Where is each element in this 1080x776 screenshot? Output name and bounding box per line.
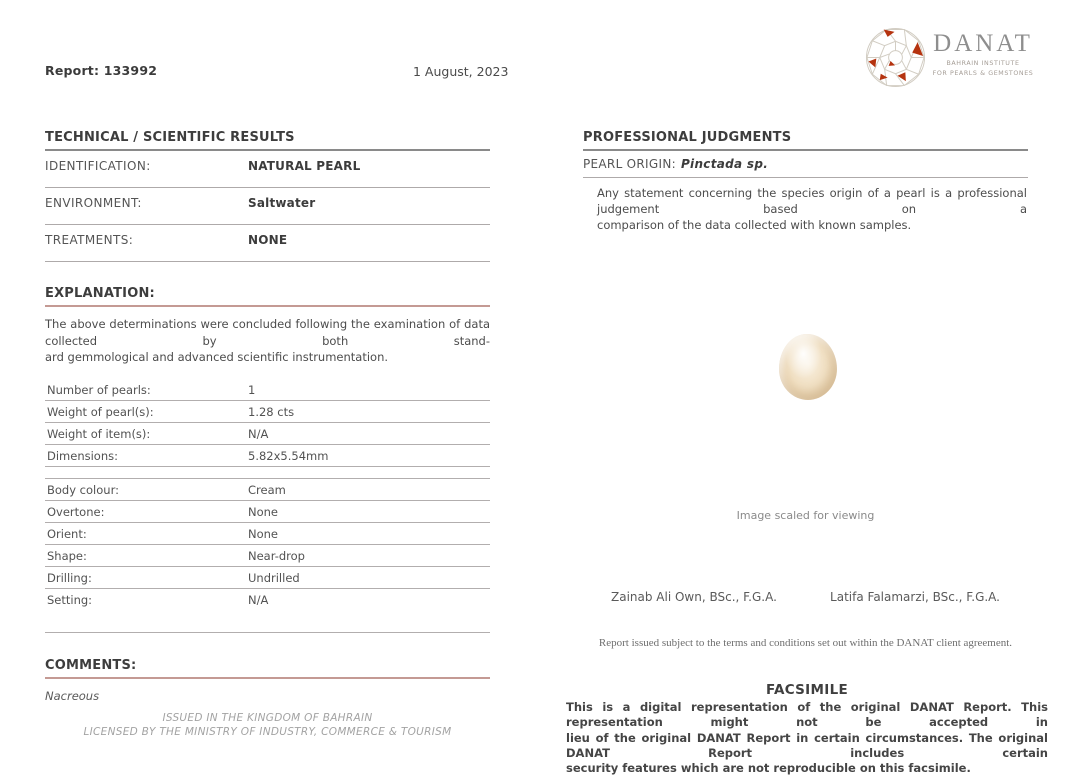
technical-results-column (45, 130, 490, 703)
comments-body: Nacreous (45, 689, 100, 704)
footer-line1: ISSUED IN THE KINGDOM OF BAHRAIN (162, 712, 373, 724)
image-scaled-caption: Image scaled for viewing (736, 509, 875, 522)
report-number: Report: 133992 (45, 63, 158, 78)
table-row (45, 567, 490, 589)
row-value: NONE (248, 233, 288, 247)
row-label: Drilling: (47, 571, 92, 586)
pearl-origin-value: Pinctada sp. (680, 157, 769, 171)
table-row (45, 589, 490, 633)
facsimile-line: This is a digital representation of the original DANAT Report. This representation might not be accepted in (566, 700, 1048, 730)
table-row (45, 151, 490, 188)
row-label: Setting: (47, 593, 93, 608)
row-label: IDENTIFICATION: (45, 159, 151, 173)
table-row (45, 423, 490, 445)
row-value: 5.82x5.54mm (248, 449, 329, 464)
signatures-row (583, 590, 1028, 604)
row-value: Near-drop (248, 549, 305, 564)
facsimile-line: security features which are not reproducible on this facsimile. (566, 761, 971, 776)
terms-line: Report issued subject to the terms and conditions set out within the DANAT client agreement. (598, 637, 1013, 649)
danat-logo-text (930, 31, 1036, 79)
row-label: Number of pearls: (47, 383, 151, 398)
row-label: Overtone: (47, 505, 105, 520)
row-label: Body colour: (47, 483, 119, 498)
signatory-name: Latifa Falamarzi, BSc., F.G.A. (830, 590, 1000, 604)
row-value: N/A (248, 593, 269, 608)
danat-wordmark: DANAT (933, 30, 1033, 57)
danat-subtitle-line1: BAHRAIN INSTITUTE (946, 60, 1020, 67)
footer-line2: LICENSED BY THE MINISTRY OF INDUSTRY, COMMERCE & TOURISM (83, 726, 452, 739)
row-value: Undrilled (248, 571, 300, 586)
explanation-paragraph (45, 316, 490, 366)
explanation-line: The above determinations were concluded following the examination of data collected by both stand- (45, 317, 490, 348)
facsimile-title: FACSIMILE (765, 682, 848, 698)
table-row (45, 225, 490, 262)
explanation-title: EXPLANATION: (45, 286, 490, 307)
table-row (45, 379, 490, 401)
facsimile-block (566, 682, 1048, 776)
danat-gem-logo-icon (864, 26, 927, 89)
table-row (45, 501, 490, 523)
pearl-origin-label: PEARL ORIGIN: (583, 157, 676, 171)
professional-judgments-column (583, 130, 1028, 233)
issuer-footer (45, 711, 490, 740)
technical-results-title: TECHNICAL / SCIENTIFIC RESULTS (45, 130, 490, 151)
pearl-origin-row (583, 151, 1028, 178)
table-row (45, 523, 490, 545)
row-label: Orient: (47, 527, 87, 542)
row-label: Shape: (47, 549, 87, 564)
row-label: ENVIRONMENT: (45, 196, 142, 210)
row-value: 1 (248, 383, 256, 398)
table-row (45, 188, 490, 225)
explanation-line: ard gemmological and advanced scientific instrumentation. (45, 350, 389, 365)
row-value: None (248, 505, 279, 520)
report-date: 1 August, 2023 (413, 64, 509, 79)
row-value: N/A (248, 427, 269, 442)
danat-subtitle-line2: FOR PEARLS & GEMSTONES (932, 69, 1034, 77)
row-label: Dimensions: (47, 449, 118, 464)
row-value: 1.28 cts (248, 405, 295, 420)
facsimile-paragraph (566, 700, 1048, 776)
origin-disclaimer-line: Any statement concerning the species origin of a pearl is a professional judgement based on a (597, 186, 1027, 217)
comments-title: COMMENTS: (45, 658, 490, 679)
table-row (45, 445, 490, 467)
pearl-appearance-table (45, 478, 490, 633)
danat-subtitle (930, 59, 1036, 79)
origin-disclaimer (583, 185, 1028, 233)
row-label: TREATMENTS: (45, 233, 134, 247)
row-value: None (248, 527, 279, 542)
pearl-photo (779, 334, 837, 400)
row-label: Weight of pearl(s): (47, 405, 154, 420)
table-row (45, 545, 490, 567)
professional-judgments-title: PROFESSIONAL JUDGMENTS (583, 130, 1028, 151)
facsimile-line: lieu of the original DANAT Report in certain circumstances. The original DANAT Report includes certain (566, 730, 1048, 760)
row-value: Saltwater (248, 196, 316, 210)
row-value: Cream (248, 483, 286, 498)
origin-disclaimer-line: comparison of the data collected with known samples. (597, 218, 912, 233)
row-label: Weight of item(s): (47, 427, 151, 442)
table-row (45, 479, 490, 501)
row-value: NATURAL PEARL (248, 159, 361, 173)
pearl-details-table (45, 379, 490, 467)
table-row (45, 401, 490, 423)
signatory-name: Zainab Ali Own, BSc., F.G.A. (611, 590, 777, 604)
